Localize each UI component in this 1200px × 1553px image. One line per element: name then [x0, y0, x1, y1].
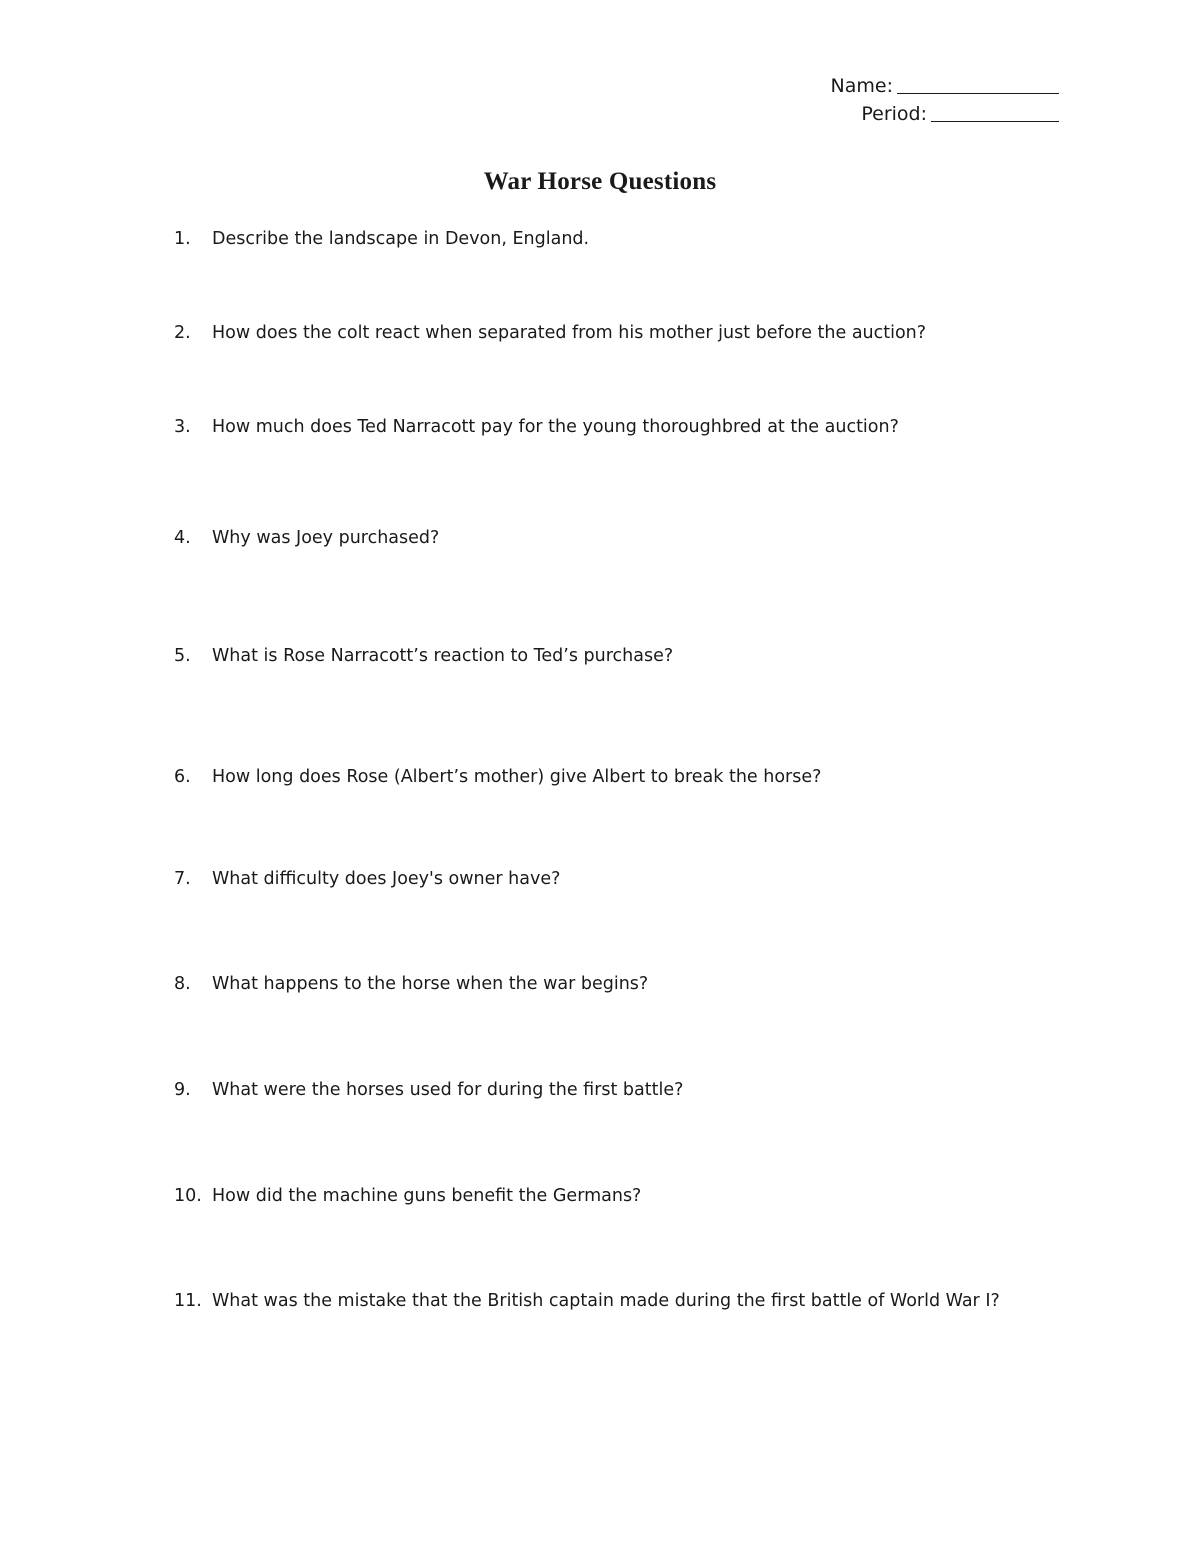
question-number: 4. [174, 528, 191, 548]
period-label: Period: [861, 103, 927, 125]
question-item [174, 1186, 641, 1206]
question-text: What happens to the horse when the war begins? [212, 974, 649, 994]
question-number: 7. [174, 869, 191, 889]
question-number: 5. [174, 646, 191, 666]
question-text: What is Rose Narracott’s reaction to Ted’s purchase? [212, 646, 674, 666]
question-text: How does the colt react when separated from his mother just before the auction? [212, 323, 927, 343]
question-number: 8. [174, 974, 191, 994]
question-number: 3. [174, 417, 191, 437]
question-item [174, 869, 560, 889]
period-blank-field[interactable] [931, 102, 1059, 122]
question-text: How did the machine guns benefit the Germans? [212, 1186, 642, 1206]
question-text: Why was Joey purchased? [212, 528, 440, 548]
question-number: 1. [174, 229, 191, 249]
question-text: What difficulty does Joey's owner have? [212, 869, 561, 889]
student-info-header [831, 72, 1059, 128]
question-item [174, 417, 899, 437]
question-number: 6. [174, 767, 191, 787]
question-item [174, 974, 648, 994]
question-item [174, 528, 439, 548]
question-text: What were the horses used for during the first battle? [212, 1080, 684, 1100]
question-item [174, 229, 589, 249]
question-item [174, 767, 821, 787]
question-item [174, 1080, 683, 1100]
question-number: 10. [174, 1186, 202, 1206]
question-text: What was the mistake that the British captain made during the first battle of World War I? [212, 1291, 1000, 1311]
question-text: How long does Rose (Albert’s mother) give Albert to break the horse? [212, 767, 822, 787]
page-title: War Horse Questions [483, 168, 717, 195]
name-label: Name: [830, 75, 893, 97]
question-text: How much does Ted Narracott pay for the young thoroughbred at the auction? [212, 417, 899, 437]
question-text: Describe the landscape in Devon, England. [212, 229, 590, 249]
question-number: 11. [174, 1291, 202, 1311]
question-item [174, 1291, 1000, 1311]
period-row [831, 100, 1059, 128]
question-number: 2. [174, 323, 191, 343]
name-row [831, 72, 1059, 100]
name-blank-field[interactable] [897, 74, 1059, 94]
question-item [174, 323, 926, 343]
question-number: 9. [174, 1080, 191, 1100]
question-item [174, 646, 673, 666]
